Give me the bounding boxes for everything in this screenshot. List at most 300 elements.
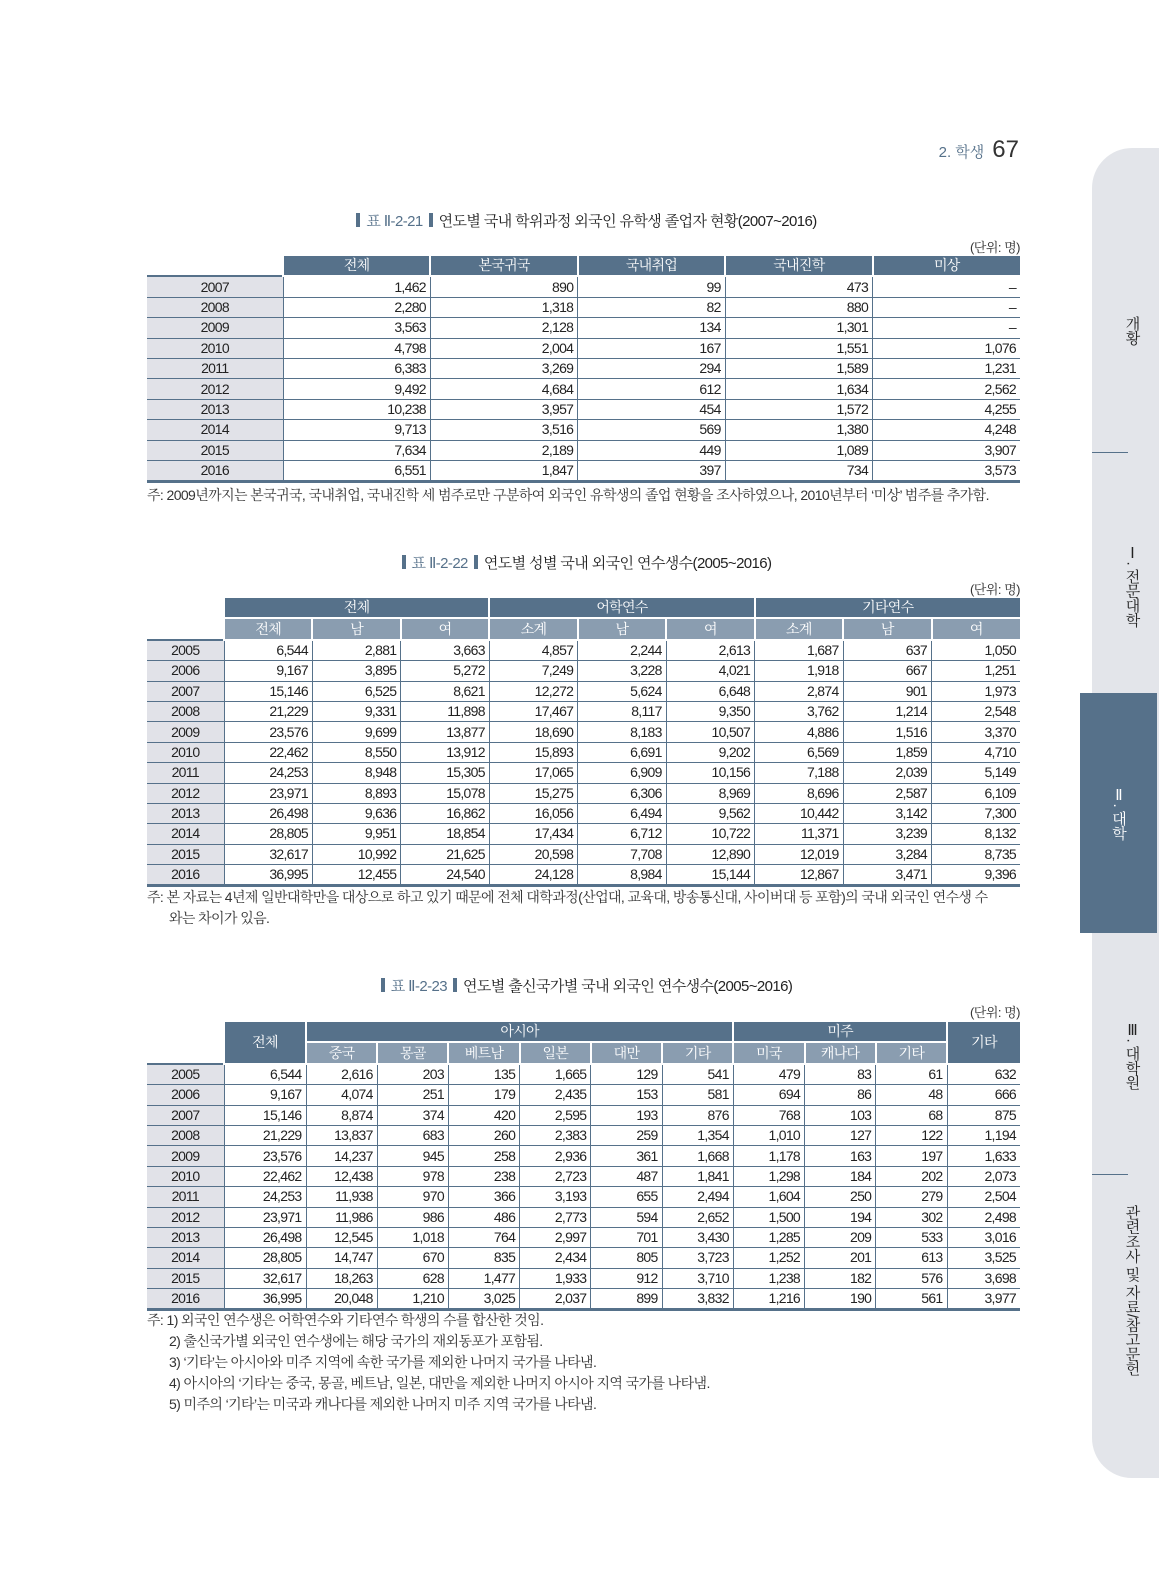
value-cell: 12,272 bbox=[489, 681, 577, 701]
value-cell: 3,832 bbox=[662, 1289, 733, 1310]
value-cell: 533 bbox=[876, 1227, 947, 1247]
value-cell: 6,909 bbox=[578, 763, 666, 783]
header-americas: 미주 bbox=[733, 1022, 947, 1042]
value-cell: 26,498 bbox=[224, 1227, 306, 1247]
table1-tag: 표 Ⅱ-2-21 bbox=[366, 213, 423, 230]
note-line: 5) 미주의 ‘기타’는 미국과 캐나다를 제외한 나머지 미주 지역 국가를 나타냄. bbox=[169, 1396, 597, 1412]
year-cell: 2015 bbox=[147, 440, 283, 460]
divider bbox=[1092, 1174, 1128, 1175]
value-cell: 2,595 bbox=[520, 1105, 591, 1125]
header-total: 전체 bbox=[224, 1022, 306, 1064]
value-cell: 1,859 bbox=[843, 742, 931, 762]
value-cell: 1,010 bbox=[733, 1125, 804, 1145]
note-line: 와는 차이가 있음. bbox=[169, 910, 270, 926]
value-cell: 2,997 bbox=[520, 1227, 591, 1247]
value-cell: 2,773 bbox=[520, 1207, 591, 1227]
value-cell: 250 bbox=[805, 1187, 876, 1207]
table-row bbox=[147, 1248, 1020, 1268]
year-cell: 2007 bbox=[147, 681, 224, 701]
table-row bbox=[147, 701, 1020, 721]
page-number: 67 bbox=[992, 136, 1019, 163]
value-cell: 3,663 bbox=[401, 640, 489, 661]
value-cell: 21,229 bbox=[224, 701, 312, 721]
value-cell: 15,146 bbox=[224, 1105, 306, 1125]
table-row bbox=[147, 640, 1020, 661]
table-row bbox=[147, 338, 1020, 358]
value-cell: 734 bbox=[725, 460, 872, 481]
value-cell: 3,762 bbox=[755, 701, 843, 721]
side-tab-overview[interactable]: 개황 bbox=[1123, 315, 1141, 345]
value-cell: 1,050 bbox=[932, 640, 1021, 661]
value-cell: 1,633 bbox=[947, 1146, 1020, 1166]
subcolumn-header: 중국 bbox=[306, 1042, 377, 1063]
value-cell: 203 bbox=[377, 1064, 448, 1085]
value-cell: 912 bbox=[591, 1268, 662, 1288]
value-cell: 12,455 bbox=[312, 865, 400, 886]
value-cell: 3,895 bbox=[312, 661, 400, 681]
subcolumn-header: 미국 bbox=[733, 1042, 804, 1063]
value-cell: 6,551 bbox=[283, 460, 430, 481]
value-cell: 8,132 bbox=[932, 824, 1021, 844]
value-cell: 3,525 bbox=[947, 1248, 1020, 1268]
column-header: 국내취업 bbox=[578, 256, 725, 276]
value-cell: 10,722 bbox=[666, 824, 754, 844]
value-cell: 9,167 bbox=[224, 1085, 306, 1105]
value-cell: 1,477 bbox=[448, 1268, 519, 1288]
value-cell: 2,587 bbox=[843, 783, 931, 803]
value-cell: 2,562 bbox=[873, 379, 1020, 399]
subcolumn-header: 소계 bbox=[489, 618, 577, 639]
value-cell: 694 bbox=[733, 1085, 804, 1105]
value-cell: 561 bbox=[876, 1289, 947, 1310]
table-row bbox=[147, 1105, 1020, 1125]
note-line: 4) 아시아의 ‘기타’는 중국, 몽골, 베트남, 일본, 대만을 제외한 나머지 아시아 지역 국가를 나타냄. bbox=[169, 1375, 710, 1391]
table-row bbox=[147, 824, 1020, 844]
table2-title bbox=[147, 552, 1020, 573]
value-cell: 901 bbox=[843, 681, 931, 701]
value-cell: – bbox=[873, 318, 1020, 338]
value-cell: 3,239 bbox=[843, 824, 931, 844]
divider bbox=[1092, 452, 1128, 453]
value-cell: 9,713 bbox=[283, 420, 430, 440]
value-cell: 1,251 bbox=[932, 661, 1021, 681]
value-cell: 294 bbox=[578, 358, 725, 378]
value-cell: 153 bbox=[591, 1085, 662, 1105]
value-cell: 10,442 bbox=[755, 803, 843, 823]
year-cell: 2007 bbox=[147, 276, 283, 297]
value-cell: 3,977 bbox=[947, 1289, 1020, 1310]
value-cell: 15,305 bbox=[401, 763, 489, 783]
unit-label: (단위: 명) bbox=[969, 1005, 1020, 1020]
value-cell: 3,698 bbox=[947, 1268, 1020, 1288]
value-cell: 135 bbox=[448, 1064, 519, 1085]
table-row bbox=[147, 1227, 1020, 1247]
value-cell: 1,604 bbox=[733, 1187, 804, 1207]
value-cell: 3,370 bbox=[932, 722, 1021, 742]
subcolumn-header: 남 bbox=[578, 618, 666, 639]
value-cell: 978 bbox=[377, 1166, 448, 1186]
year-cell: 2005 bbox=[147, 1064, 224, 1085]
year-cell: 2009 bbox=[147, 1146, 224, 1166]
value-cell: 7,634 bbox=[283, 440, 430, 460]
value-cell: 701 bbox=[591, 1227, 662, 1247]
value-cell: 374 bbox=[377, 1105, 448, 1125]
blank-header bbox=[147, 1022, 224, 1064]
subcolumn-header: 여 bbox=[401, 618, 489, 639]
value-cell: 890 bbox=[430, 276, 577, 297]
value-cell: 1,018 bbox=[377, 1227, 448, 1247]
table-row bbox=[147, 865, 1020, 886]
table-row bbox=[147, 1085, 1020, 1105]
value-cell: 9,492 bbox=[283, 379, 430, 399]
value-cell: 454 bbox=[578, 399, 725, 419]
note-line: 2) 출신국가별 외국인 연수생에는 해당 국가의 재외동포가 포함됨. bbox=[169, 1333, 543, 1349]
value-cell: 1,933 bbox=[520, 1268, 591, 1288]
column-header: 본국귀국 bbox=[430, 256, 577, 276]
year-cell: 2011 bbox=[147, 358, 283, 378]
value-cell: 628 bbox=[377, 1268, 448, 1288]
value-cell: 9,636 bbox=[312, 803, 400, 823]
year-cell: 2012 bbox=[147, 783, 224, 803]
value-cell: 632 bbox=[947, 1064, 1020, 1085]
value-cell: 1,216 bbox=[733, 1289, 804, 1310]
table3 bbox=[147, 1022, 1020, 1311]
value-cell: 4,248 bbox=[873, 420, 1020, 440]
note-line: 주: 1) 외국인 연수생은 어학연수와 기타연수 학생의 수를 합산한 것임. bbox=[147, 1312, 544, 1328]
value-cell: 8,893 bbox=[312, 783, 400, 803]
value-cell: 6,544 bbox=[224, 1064, 306, 1085]
value-cell: 103 bbox=[805, 1105, 876, 1125]
year-cell: 2012 bbox=[147, 379, 283, 399]
value-cell: 2,504 bbox=[947, 1187, 1020, 1207]
side-tab-junior-college[interactable]: Ⅰ. 전문대학 bbox=[1123, 543, 1141, 627]
subcolumn-header: 여 bbox=[666, 618, 754, 639]
table-row bbox=[147, 783, 1020, 803]
value-cell: 569 bbox=[578, 420, 725, 440]
value-cell: 8,183 bbox=[578, 722, 666, 742]
value-cell: 82 bbox=[578, 297, 725, 317]
value-cell: 24,253 bbox=[224, 1187, 306, 1207]
value-cell: 197 bbox=[876, 1146, 947, 1166]
year-cell: 2006 bbox=[147, 661, 224, 681]
value-cell: 3,471 bbox=[843, 865, 931, 886]
value-cell: 12,867 bbox=[755, 865, 843, 886]
value-cell: 23,971 bbox=[224, 783, 312, 803]
table1-title-text: 연도별 국내 학위과정 외국인 유학생 졸업자 현황(2007~2016) bbox=[438, 213, 817, 230]
value-cell: 2,037 bbox=[520, 1289, 591, 1310]
value-cell: 15,144 bbox=[666, 865, 754, 886]
value-cell: 2,073 bbox=[947, 1166, 1020, 1186]
value-cell: 48 bbox=[876, 1085, 947, 1105]
table-row bbox=[147, 763, 1020, 783]
value-cell: 302 bbox=[876, 1207, 947, 1227]
table-row bbox=[147, 844, 1020, 864]
value-cell: 18,690 bbox=[489, 722, 577, 742]
subcolumn-header: 캐나다 bbox=[805, 1042, 876, 1063]
value-cell: 202 bbox=[876, 1166, 947, 1186]
value-cell: 473 bbox=[725, 276, 872, 297]
value-cell: 182 bbox=[805, 1268, 876, 1288]
value-cell: 10,507 bbox=[666, 722, 754, 742]
value-cell: 4,255 bbox=[873, 399, 1020, 419]
value-cell: 1,089 bbox=[725, 440, 872, 460]
side-tab-references[interactable]: 관련조사 및 자료/참고문헌 bbox=[1123, 1204, 1141, 1376]
value-cell: 6,383 bbox=[283, 358, 430, 378]
value-cell: 12,438 bbox=[306, 1166, 377, 1186]
value-cell: 12,019 bbox=[755, 844, 843, 864]
value-cell: 3,710 bbox=[662, 1268, 733, 1288]
value-cell: 3,284 bbox=[843, 844, 931, 864]
value-cell: 2,434 bbox=[520, 1248, 591, 1268]
table-row bbox=[147, 1166, 1020, 1186]
year-cell: 2012 bbox=[147, 1207, 224, 1227]
value-cell: 487 bbox=[591, 1166, 662, 1186]
blank-header bbox=[147, 256, 283, 276]
value-cell: 945 bbox=[377, 1146, 448, 1166]
value-cell: 2,498 bbox=[947, 1207, 1020, 1227]
value-cell: 24,128 bbox=[489, 865, 577, 886]
table-row bbox=[147, 1064, 1020, 1085]
value-cell: 2,280 bbox=[283, 297, 430, 317]
value-cell: 167 bbox=[578, 338, 725, 358]
year-cell: 2010 bbox=[147, 1166, 224, 1186]
table3-notes bbox=[147, 1310, 1027, 1415]
year-cell: 2008 bbox=[147, 297, 283, 317]
year-cell: 2011 bbox=[147, 1187, 224, 1207]
value-cell: 1,178 bbox=[733, 1146, 804, 1166]
value-cell: 23,971 bbox=[224, 1207, 306, 1227]
value-cell: 3,193 bbox=[520, 1187, 591, 1207]
value-cell: 26,498 bbox=[224, 803, 312, 823]
value-cell: 11,898 bbox=[401, 701, 489, 721]
value-cell: 15,275 bbox=[489, 783, 577, 803]
value-cell: 2,004 bbox=[430, 338, 577, 358]
table-row bbox=[147, 399, 1020, 419]
year-cell: 2006 bbox=[147, 1085, 224, 1105]
value-cell: 6,648 bbox=[666, 681, 754, 701]
value-cell: 397 bbox=[578, 460, 725, 481]
value-cell: 3,516 bbox=[430, 420, 577, 440]
side-tab-university[interactable]: Ⅱ. 대학 bbox=[1080, 693, 1157, 933]
value-cell: 28,805 bbox=[224, 824, 312, 844]
subcolumn-header: 대만 bbox=[591, 1042, 662, 1063]
value-cell: 6,712 bbox=[578, 824, 666, 844]
table-row bbox=[147, 722, 1020, 742]
value-cell: 4,684 bbox=[430, 379, 577, 399]
section-label: 2. 학생 bbox=[938, 144, 985, 161]
value-cell: 12,890 bbox=[666, 844, 754, 864]
value-cell: 835 bbox=[448, 1248, 519, 1268]
value-cell: 1,252 bbox=[733, 1248, 804, 1268]
value-cell: 7,249 bbox=[489, 661, 577, 681]
value-cell: 134 bbox=[578, 318, 725, 338]
year-cell: 2016 bbox=[147, 460, 283, 481]
year-cell: 2005 bbox=[147, 640, 224, 661]
value-cell: 4,021 bbox=[666, 661, 754, 681]
value-cell: 184 bbox=[805, 1166, 876, 1186]
value-cell: 23,576 bbox=[224, 1146, 306, 1166]
value-cell: 764 bbox=[448, 1227, 519, 1247]
value-cell: 2,189 bbox=[430, 440, 577, 460]
value-cell: 449 bbox=[578, 440, 725, 460]
value-cell: 2,128 bbox=[430, 318, 577, 338]
table-row bbox=[147, 1207, 1020, 1227]
value-cell: 129 bbox=[591, 1064, 662, 1085]
value-cell: 613 bbox=[876, 1248, 947, 1268]
group-header: 기타연수 bbox=[755, 598, 1020, 618]
value-cell: 8,969 bbox=[666, 783, 754, 803]
table-row bbox=[147, 379, 1020, 399]
value-cell: 9,167 bbox=[224, 661, 312, 681]
value-cell: 15,078 bbox=[401, 783, 489, 803]
table-row bbox=[147, 1187, 1020, 1207]
value-cell: 880 bbox=[725, 297, 872, 317]
value-cell: 238 bbox=[448, 1166, 519, 1186]
value-cell: 9,951 bbox=[312, 824, 400, 844]
value-cell: 13,837 bbox=[306, 1125, 377, 1145]
value-cell: 6,525 bbox=[312, 681, 400, 701]
value-cell: 6,494 bbox=[578, 803, 666, 823]
value-cell: 68 bbox=[876, 1105, 947, 1125]
value-cell: 2,383 bbox=[520, 1125, 591, 1145]
table-row bbox=[147, 803, 1020, 823]
value-cell: 3,563 bbox=[283, 318, 430, 338]
value-cell: 479 bbox=[733, 1064, 804, 1085]
value-cell: 1,285 bbox=[733, 1227, 804, 1247]
value-cell: 8,696 bbox=[755, 783, 843, 803]
value-cell: 4,886 bbox=[755, 722, 843, 742]
value-cell: 1,380 bbox=[725, 420, 872, 440]
subcolumn-header: 몽골 bbox=[377, 1042, 448, 1063]
note-line: 주: 2009년까지는 본국귀국, 국내취업, 국내진학 세 범주로만 구분하여 외국인 유학생의 졸업 현황을 조사하였으나, 2010년부터 ‘미상’ 범주를 추가함. bbox=[147, 487, 989, 503]
value-cell: 1,847 bbox=[430, 460, 577, 481]
table-row bbox=[147, 661, 1020, 681]
value-cell: 2,652 bbox=[662, 1207, 733, 1227]
column-header: 전체 bbox=[283, 256, 430, 276]
value-cell: 6,569 bbox=[755, 742, 843, 762]
table-row bbox=[147, 1268, 1020, 1288]
value-cell: 1,918 bbox=[755, 661, 843, 681]
subcolumn-header: 베트남 bbox=[448, 1042, 519, 1063]
value-cell: 259 bbox=[591, 1125, 662, 1145]
value-cell: 1,194 bbox=[947, 1125, 1020, 1145]
value-cell: 3,269 bbox=[430, 358, 577, 378]
value-cell: 99 bbox=[578, 276, 725, 297]
value-cell: 875 bbox=[947, 1105, 1020, 1125]
year-cell: 2016 bbox=[147, 865, 224, 886]
subcolumn-header: 소계 bbox=[755, 618, 843, 639]
year-cell: 2008 bbox=[147, 1125, 224, 1145]
value-cell: 5,272 bbox=[401, 661, 489, 681]
year-cell: 2009 bbox=[147, 722, 224, 742]
value-cell: 986 bbox=[377, 1207, 448, 1227]
year-cell: 2014 bbox=[147, 824, 224, 844]
header-asia: 아시아 bbox=[306, 1022, 733, 1042]
value-cell: 2,548 bbox=[932, 701, 1021, 721]
table1 bbox=[147, 256, 1020, 483]
value-cell: 1,668 bbox=[662, 1146, 733, 1166]
value-cell: 4,074 bbox=[306, 1085, 377, 1105]
value-cell: 1,551 bbox=[725, 338, 872, 358]
value-cell: 1,572 bbox=[725, 399, 872, 419]
value-cell: 14,747 bbox=[306, 1248, 377, 1268]
value-cell: 17,434 bbox=[489, 824, 577, 844]
value-cell: 14,237 bbox=[306, 1146, 377, 1166]
table-row bbox=[147, 440, 1020, 460]
value-cell: 3,025 bbox=[448, 1289, 519, 1310]
value-cell: 86 bbox=[805, 1085, 876, 1105]
value-cell: 15,146 bbox=[224, 681, 312, 701]
table-row bbox=[147, 1289, 1020, 1310]
value-cell: 361 bbox=[591, 1146, 662, 1166]
value-cell: 594 bbox=[591, 1207, 662, 1227]
value-cell: 2,435 bbox=[520, 1085, 591, 1105]
value-cell: 20,048 bbox=[306, 1289, 377, 1310]
value-cell: 8,550 bbox=[312, 742, 400, 762]
value-cell: 1,354 bbox=[662, 1125, 733, 1145]
value-cell: 190 bbox=[805, 1289, 876, 1310]
value-cell: 1,665 bbox=[520, 1064, 591, 1085]
value-cell: 127 bbox=[805, 1125, 876, 1145]
year-cell: 2014 bbox=[147, 420, 283, 440]
value-cell: 6,544 bbox=[224, 640, 312, 661]
value-cell: 8,874 bbox=[306, 1105, 377, 1125]
value-cell: 1,210 bbox=[377, 1289, 448, 1310]
value-cell: 9,396 bbox=[932, 865, 1021, 886]
value-cell: 1,841 bbox=[662, 1166, 733, 1186]
value-cell: 4,710 bbox=[932, 742, 1021, 762]
value-cell: 3,957 bbox=[430, 399, 577, 419]
group-header: 어학연수 bbox=[489, 598, 754, 618]
value-cell: 24,540 bbox=[401, 865, 489, 886]
value-cell: 2,613 bbox=[666, 640, 754, 661]
value-cell: 970 bbox=[377, 1187, 448, 1207]
table2-title-text: 연도별 성별 국내 외국인 연수생수(2005~2016) bbox=[483, 555, 772, 572]
value-cell: 11,938 bbox=[306, 1187, 377, 1207]
value-cell: 36,995 bbox=[224, 865, 312, 886]
table3-tag: 표 Ⅱ-2-23 bbox=[390, 978, 447, 995]
value-cell: 22,462 bbox=[224, 742, 312, 762]
subcolumn-header: 남 bbox=[843, 618, 931, 639]
value-cell: 32,617 bbox=[224, 844, 312, 864]
value-cell: 21,229 bbox=[224, 1125, 306, 1145]
value-cell: 2,723 bbox=[520, 1166, 591, 1186]
value-cell: 61 bbox=[876, 1064, 947, 1085]
value-cell: 1,318 bbox=[430, 297, 577, 317]
value-cell: 899 bbox=[591, 1289, 662, 1310]
value-cell: 3,228 bbox=[578, 661, 666, 681]
subcolumn-header: 기타 bbox=[662, 1042, 733, 1063]
value-cell: 2,244 bbox=[578, 640, 666, 661]
value-cell: 258 bbox=[448, 1146, 519, 1166]
blank-header bbox=[147, 598, 224, 640]
value-cell: 17,467 bbox=[489, 701, 577, 721]
value-cell: 1,298 bbox=[733, 1166, 804, 1186]
value-cell: 2,039 bbox=[843, 763, 931, 783]
table-row bbox=[147, 460, 1020, 481]
value-cell: 9,562 bbox=[666, 803, 754, 823]
value-cell: 24,253 bbox=[224, 763, 312, 783]
value-cell: 9,202 bbox=[666, 742, 754, 762]
side-tab-graduate-school[interactable]: Ⅲ. 대학원 bbox=[1123, 1020, 1141, 1090]
value-cell: 1,214 bbox=[843, 701, 931, 721]
year-cell: 2010 bbox=[147, 742, 224, 762]
note-line: 3) ‘기타’는 아시아와 미주 지역에 속한 국가를 제외한 나머지 국가를 나타냄. bbox=[169, 1354, 597, 1370]
value-cell: 23,576 bbox=[224, 722, 312, 742]
year-cell: 2009 bbox=[147, 318, 283, 338]
value-cell: 8,984 bbox=[578, 865, 666, 886]
value-cell: 7,300 bbox=[932, 803, 1021, 823]
